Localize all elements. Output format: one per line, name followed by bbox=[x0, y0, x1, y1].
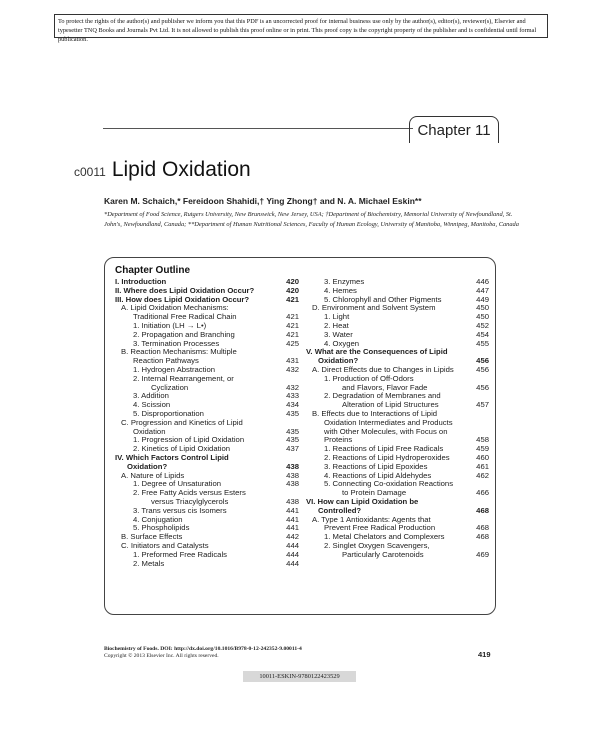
book-doi-line: Biochemistry of Foods. DOI: http://dx.doi.org/10.1016/B978-0-12-242352-9.00011-4 bbox=[104, 646, 302, 652]
outline-entry-title: 2. Kinetics of Lipid Oxidation bbox=[133, 444, 231, 454]
chapter-title: Lipid Oxidation bbox=[111, 158, 251, 181]
outline-entry-page: 449 bbox=[476, 294, 489, 304]
outline-entry-title: 4. Hemes bbox=[324, 285, 357, 295]
outline-entry-page: 441 bbox=[286, 514, 299, 524]
outline-entry-title: Prevent Free Radical Production bbox=[324, 523, 436, 533]
outline-entry-title: A. Nature of Lipids bbox=[121, 470, 185, 480]
outline-entry-page: 441 bbox=[286, 505, 299, 515]
outline-entry-title: Alteration of Lipid Structures bbox=[342, 400, 439, 410]
outline-entry-page: 438 bbox=[286, 470, 299, 480]
outline-entry-title: C. Progression and Kinetics of Lipid bbox=[121, 417, 243, 427]
outline-entry-page: 421 bbox=[286, 312, 299, 322]
outline-entry-page: 460 bbox=[476, 452, 489, 462]
outline-entry-page: 444 bbox=[286, 549, 299, 559]
outline-entry-page: 457 bbox=[476, 400, 489, 410]
outline-entry-title: 2. Propagation and Branching bbox=[133, 329, 235, 339]
outline-entry-title: Proteins bbox=[324, 435, 353, 445]
outline-entry-title: 3. Termination Processes bbox=[133, 338, 220, 348]
outline-entry-page: 456 bbox=[476, 364, 489, 374]
outline-entry-title: A. Lipid Oxidation Mechanisms: bbox=[121, 303, 229, 313]
outline-entry-page: 459 bbox=[476, 444, 489, 454]
outline-entry-title: Oxidation bbox=[133, 426, 166, 436]
outline-entry-title: 1. Preformed Free Radicals bbox=[133, 549, 227, 559]
outline-entry-page: 434 bbox=[286, 400, 299, 410]
outline-entry-page: 432 bbox=[286, 382, 299, 392]
copyright-line: Copyright © 2013 Elsevier Inc. All rights reserved. bbox=[104, 653, 219, 659]
outline-entry-title: 3. Water bbox=[324, 329, 353, 339]
outline-entry-page: 456 bbox=[476, 382, 489, 392]
outline-entry-page: 461 bbox=[476, 461, 489, 471]
outline-entry-page: 468 bbox=[476, 523, 489, 533]
outline-entry-title: 2. Heat bbox=[324, 320, 349, 330]
outline-entry-page: 462 bbox=[476, 470, 489, 480]
outline-entry-title: IV. Which Factors Control Lipid bbox=[115, 452, 229, 462]
proof-notice: To protect the rights of the author(s) and publisher we inform you that this PDF is an uncorrected proof for internal business use only by the author(s), editor(s), reviewer(s), Elsevier and typesetter TNQ Books and Journals Pvt Ltd. It is not allowed to publish this proof online or in print. This proof copy is the copyright property of the publisher and is confidential until formal publication. bbox=[54, 14, 548, 38]
outline-entry-page: 456 bbox=[476, 356, 489, 366]
outline-entry bbox=[115, 560, 299, 569]
title-id: c0011 bbox=[74, 165, 106, 179]
outline-entry-title: V. What are the Consequences of Lipid bbox=[306, 347, 448, 357]
proof-id: 10011-ESKIN-9780122423529 bbox=[243, 671, 356, 682]
page-number: 419 bbox=[478, 650, 491, 659]
outline-entry-title: Reaction Pathways bbox=[133, 356, 199, 366]
outline-entry-page: 421 bbox=[286, 294, 299, 304]
outline-entry-page: 455 bbox=[476, 338, 489, 348]
chapter-rule bbox=[103, 128, 413, 129]
outline-entry-title: versus Triacylglycerols bbox=[151, 496, 229, 506]
outline-entry-page: 438 bbox=[286, 496, 299, 506]
outline-entry-page: 435 bbox=[286, 435, 299, 445]
outline-entry-page: 450 bbox=[476, 303, 489, 313]
footer-citation bbox=[104, 646, 302, 660]
outline-entry-page: 469 bbox=[476, 549, 489, 559]
outline-entry-title: Oxidation? bbox=[318, 356, 359, 366]
outline-entry-title: 4. Conjugation bbox=[133, 514, 183, 524]
outline-entry-title: 2. Metals bbox=[133, 558, 165, 568]
outline-entry-title: Oxidation? bbox=[127, 461, 168, 471]
outline-entry-title: to Protein Damage bbox=[342, 488, 407, 498]
outline-entry-page: 447 bbox=[476, 285, 489, 295]
outline-entry-page: 433 bbox=[286, 391, 299, 401]
outline-entry-title: 3. Enzymes bbox=[324, 277, 365, 286]
outline-entry-page: 420 bbox=[286, 277, 299, 286]
outline-entry-page: 446 bbox=[476, 277, 489, 286]
outline-entry-title: Oxidation Intermediates and Products bbox=[324, 417, 453, 427]
outline-entry-title: 2. Degradation of Membranes and bbox=[324, 391, 441, 401]
outline-entry-page: 438 bbox=[286, 461, 299, 471]
chapter-outline-box bbox=[104, 257, 496, 615]
outline-entry-page: 441 bbox=[286, 523, 299, 533]
outline-entry-title: 1. Reactions of Lipid Free Radicals bbox=[324, 444, 444, 454]
outline-entry-title: 5. Connecting Co-oxidation Reactions bbox=[324, 479, 454, 489]
chapter-label: Chapter 11 bbox=[409, 116, 499, 143]
authors: Karen M. Schaich,* Fereidoon Shahidi,† Ying Zhong† and N. A. Michael Eskin** bbox=[104, 196, 422, 206]
outline-entry-title: Cyclization bbox=[151, 382, 189, 392]
outline-entry-page: 435 bbox=[286, 426, 299, 436]
outline-entry-page: 432 bbox=[286, 364, 299, 374]
outline-entry-title: B. Reaction Mechanisms: Multiple bbox=[121, 347, 237, 357]
outline-entry-title: 2. Internal Rearrangement, or bbox=[133, 373, 234, 383]
outline-entry bbox=[306, 551, 489, 560]
outline-entry-title: 4. Oxygen bbox=[324, 338, 360, 348]
outline-left-column bbox=[115, 278, 299, 568]
outline-entry-title: 2. Free Fatty Acids versus Esters bbox=[133, 488, 246, 498]
outline-entry-title: and Flavors, Flavor Fade bbox=[342, 382, 428, 392]
outline-right-column bbox=[306, 278, 489, 560]
outline-entry-page: 421 bbox=[286, 329, 299, 339]
outline-entry-title: I. Introduction bbox=[115, 277, 167, 286]
outline-entry-title: 5. Disproportionation bbox=[133, 408, 204, 418]
outline-entry-title: 3. Addition bbox=[133, 391, 169, 401]
outline-entry-page: 425 bbox=[286, 338, 299, 348]
outline-entry-title: 2. Reactions of Lipid Hydroperoxides bbox=[324, 452, 450, 462]
outline-entry-title: 3. Reactions of Lipid Epoxides bbox=[324, 461, 428, 471]
outline-entry-title: 4. Scission bbox=[133, 400, 171, 410]
outline-entry-title: 1. Metal Chelators and Complexers bbox=[324, 532, 445, 542]
outline-entry-page: 450 bbox=[476, 312, 489, 322]
outline-entry-title: A. Type 1 Antioxidants: Agents that bbox=[312, 514, 431, 524]
outline-entry-title: 5. Phospholipids bbox=[133, 523, 190, 533]
outline-entry-page: 468 bbox=[476, 505, 489, 515]
outline-entry-page: 444 bbox=[286, 540, 299, 550]
outline-entry-page: 466 bbox=[476, 488, 489, 498]
outline-entry-title: with Other Molecules, with Focus on bbox=[324, 426, 448, 436]
outline-entry-title: Controlled? bbox=[318, 505, 362, 515]
outline-entry-title: 1. Progression of Lipid Oxidation bbox=[133, 435, 245, 445]
outline-entry-page: 442 bbox=[286, 532, 299, 542]
outline-entry-page: 468 bbox=[476, 532, 489, 542]
outline-entry-page: 420 bbox=[286, 285, 299, 295]
outline-entry-page: 421 bbox=[286, 320, 299, 330]
outline-entry-page: 431 bbox=[286, 356, 299, 366]
outline-entry-title: VI. How can Lipid Oxidation be bbox=[306, 496, 419, 506]
outline-entry-title: 2. Singlet Oxygen Scavengers, bbox=[324, 540, 430, 550]
outline-entry-title: 3. Trans versus cis Isomers bbox=[133, 505, 227, 515]
affiliations: *Department of Food Science, Rutgers University, New Brunswick, New Jersey, USA; †Department of Biochemistry, Memorial University of Newfoundland, St. John's, Newfoundland, Canada; **Department of Human Nutritional Sciences, Faculty of Human Ecology, University of Manitoba, Winnipeg, Manitoba, Canada bbox=[104, 211, 519, 228]
outline-entry-title: 1. Light bbox=[324, 312, 350, 322]
outline-entry-title: B. Surface Effects bbox=[121, 532, 183, 542]
outline-entry-title: 1. Hydrogen Abstraction bbox=[133, 364, 216, 374]
outline-entry-page: 444 bbox=[286, 558, 299, 568]
outline-entry-page: 437 bbox=[286, 444, 299, 454]
outline-entry-title: C. Initiators and Catalysts bbox=[121, 540, 209, 550]
outline-entry-page: 458 bbox=[476, 435, 489, 445]
outline-entry-title: 1. Initiation (LH → L•) bbox=[133, 320, 207, 330]
chapter-title-row bbox=[74, 158, 251, 182]
outline-entry-title: Particularly Carotenoids bbox=[342, 549, 424, 559]
outline-entry-title: A. Direct Effects due to Changes in Lipids bbox=[312, 364, 454, 374]
outline-entry-page: 438 bbox=[286, 479, 299, 489]
outline-entry-title: 1. Degree of Unsaturation bbox=[133, 479, 222, 489]
outline-entry-title: Traditional Free Radical Chain bbox=[133, 312, 237, 322]
outline-entry-page: 454 bbox=[476, 329, 489, 339]
outline-entry-title: II. Where does Lipid Oxidation Occur? bbox=[115, 285, 255, 295]
outline-entry-title: D. Environment and Solvent System bbox=[312, 303, 436, 313]
outline-entry bbox=[115, 375, 299, 384]
outline-heading: Chapter Outline bbox=[115, 265, 191, 276]
outline-entry-title: III. How does Lipid Oxidation Occur? bbox=[115, 294, 250, 304]
outline-entry-page: 435 bbox=[286, 408, 299, 418]
outline-entry-title: 1. Production of Off-Odors bbox=[324, 373, 414, 383]
outline-entry-title: B. Effects due to Interactions of Lipid bbox=[312, 408, 438, 418]
outline-entry-page: 452 bbox=[476, 320, 489, 330]
outline-entry-title: 4. Reactions of Lipid Aldehydes bbox=[324, 470, 432, 480]
outline-entry-title: 5. Chlorophyll and Other Pigments bbox=[324, 294, 442, 304]
